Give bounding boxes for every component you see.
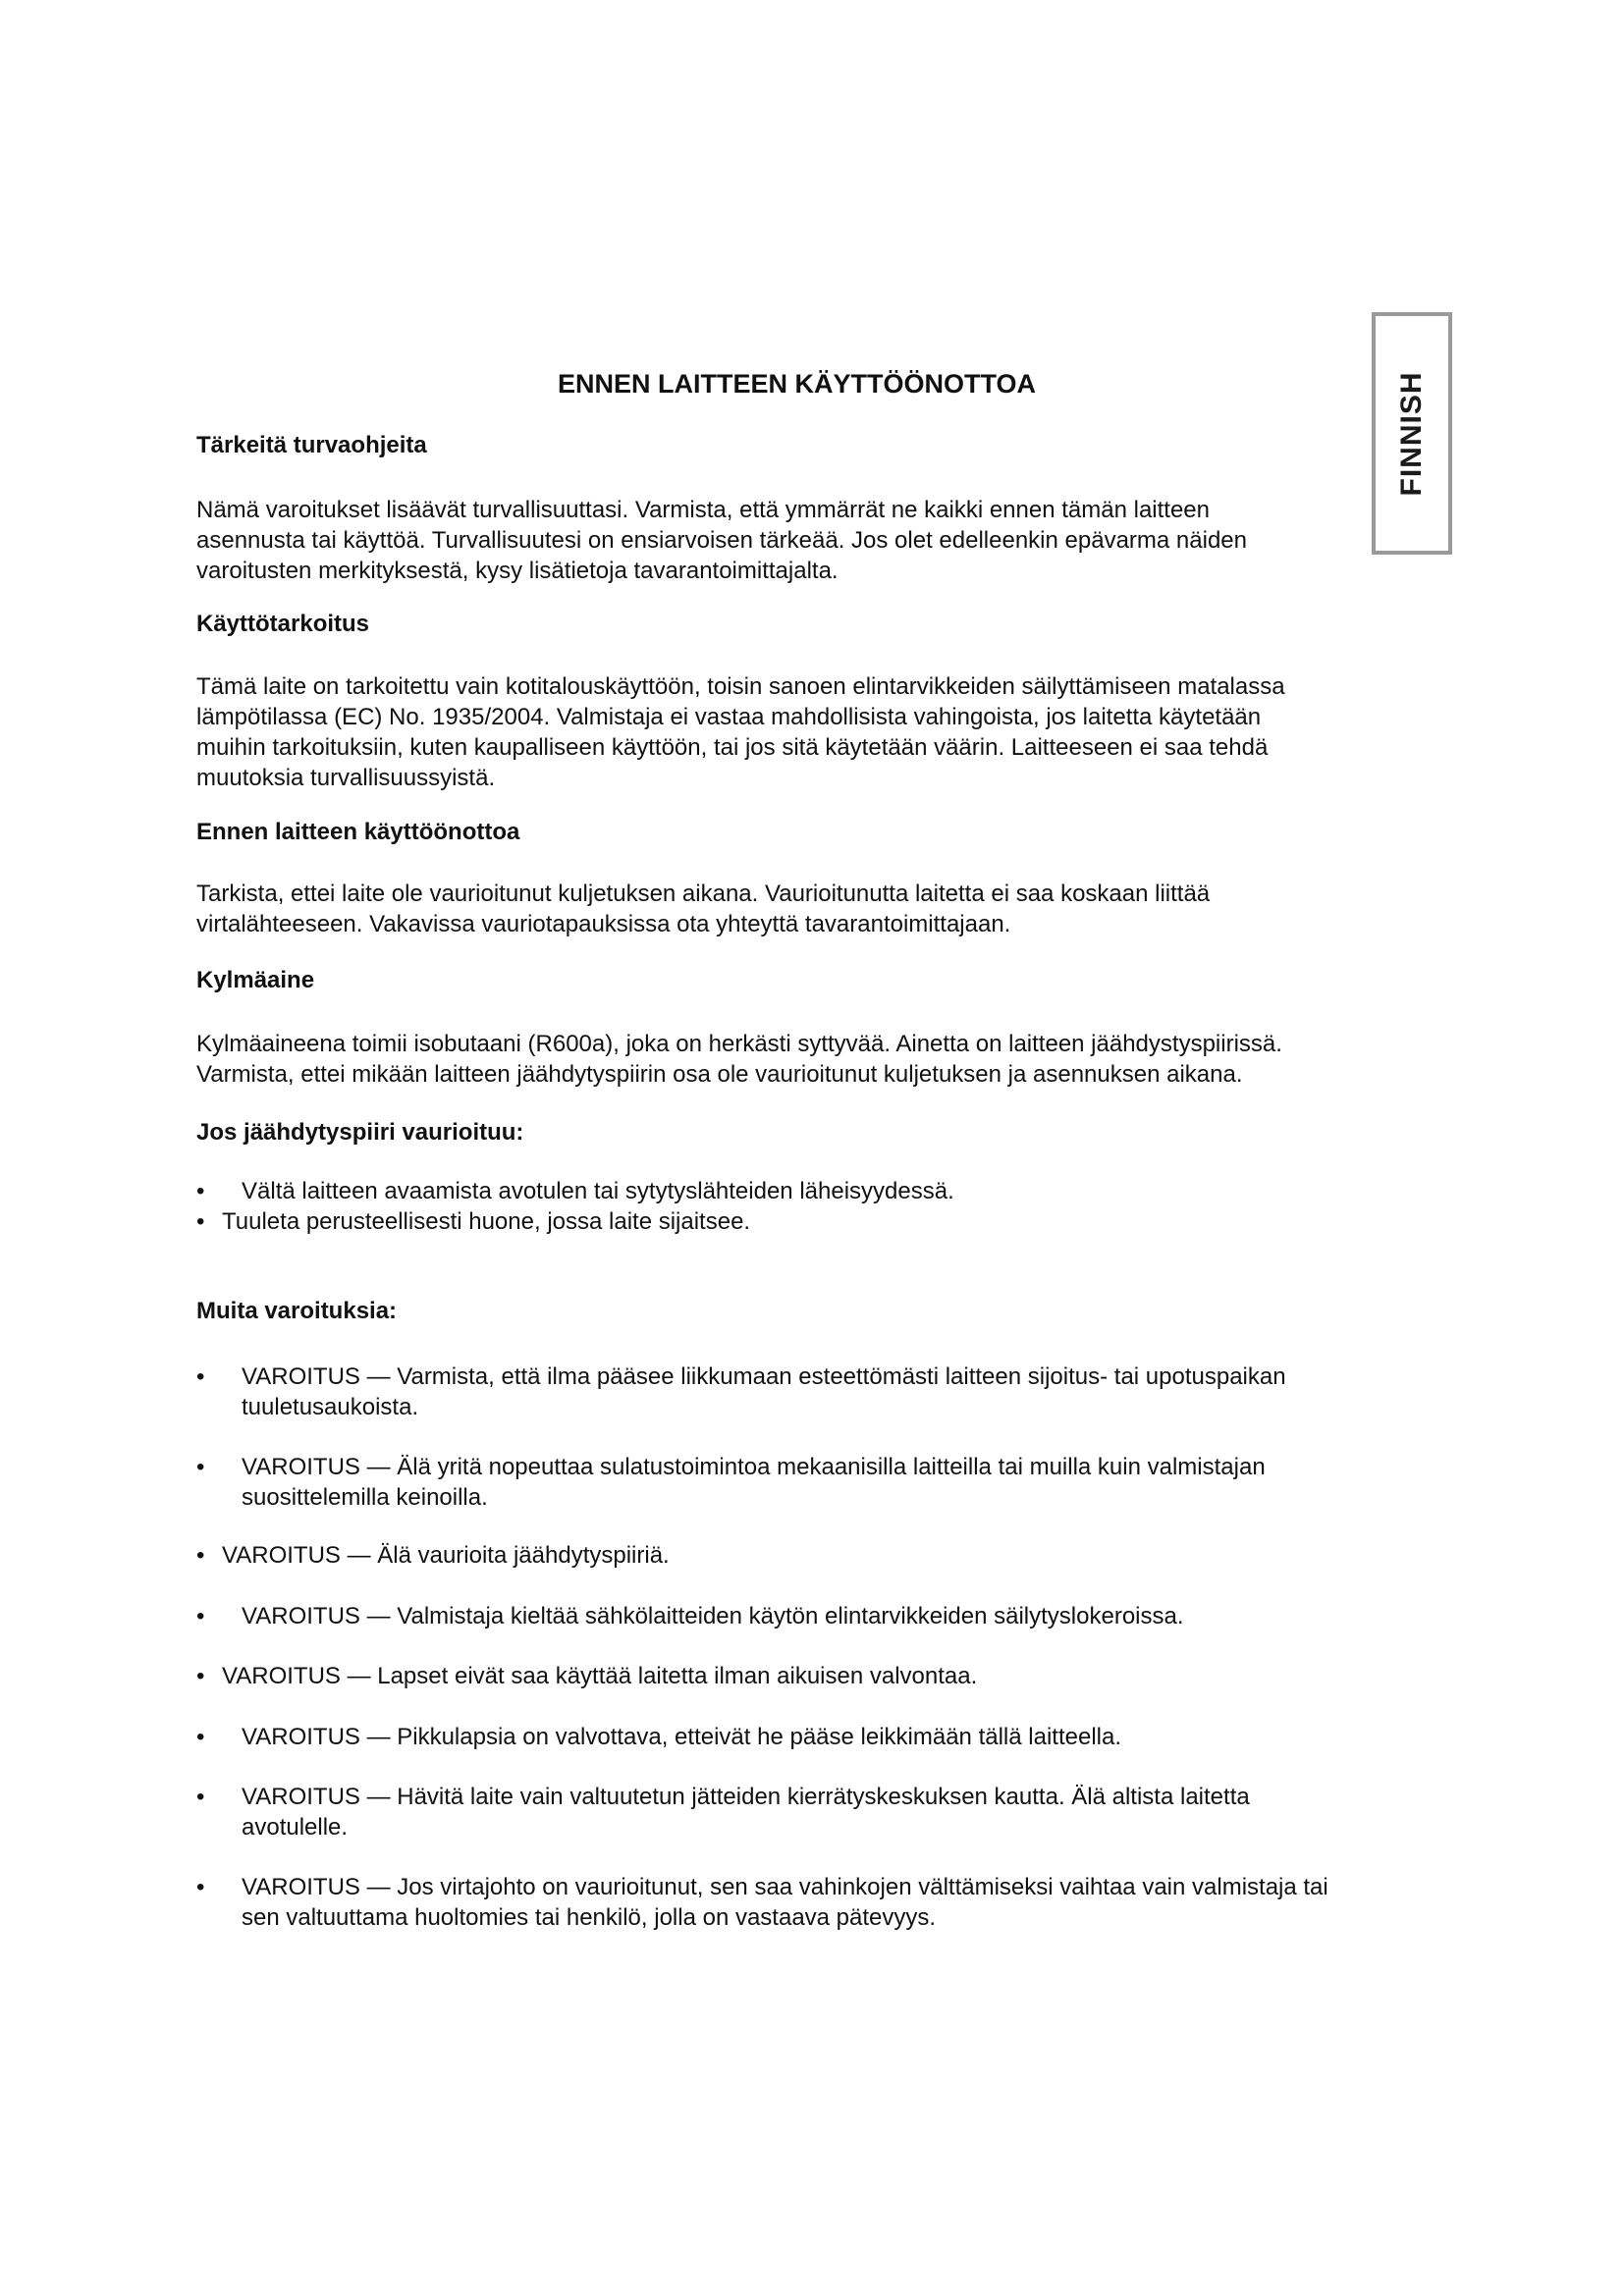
paragraph-refrigerant (196, 1029, 1443, 1090)
list-item-text: VAROITUS — Jos virtajohto on vaurioitunut, sen saa vahinkojen välttämiseksi vaihtaa vain valmistaja tai (242, 1874, 1328, 1900)
list-item (196, 1176, 1463, 1206)
paragraph-line: Varmista, ettei mikään laitteen jäähdytyspiirin osa ole vaurioitunut kuljetuksen ja asennuksen aikana. (196, 1061, 1243, 1088)
list-item-text: VAROITUS — Hävitä laite vain valtuutetun jätteiden kierrätyskeskuksen kautta. Älä altista laitetta (242, 1784, 1250, 1810)
paragraph-line: Kylmäaineena toimii isobutaani (R600a), joka on herkästi syttyvää. Ainetta on laitteen jäähdystyspiirissä. (196, 1031, 1282, 1057)
bullet-marker: • (196, 1603, 205, 1629)
paragraph-line: varoitusten merkityksestä, kysy lisätietoja tavarantoimittajalta. (196, 558, 839, 584)
section-heading-before-use: Ennen laitteen käyttöönottoa (196, 819, 520, 845)
section-heading-circuit-damage: Jos jäähdytyspiiri vaurioituu: (196, 1119, 524, 1146)
list-item-text: VAROITUS — Pikkulapsia on valvottava, etteivät he pääse leikkimään tällä laitteella. (242, 1724, 1121, 1750)
bullet-marker: • (196, 1663, 205, 1689)
list-item (196, 1782, 1463, 1842)
bullet-marker: • (196, 1542, 205, 1569)
list-item (196, 1362, 1463, 1422)
list-item-text: VAROITUS — Älä yritä nopeuttaa sulatustoimintoa mekaanisilla laitteilla tai muilla kuin valmistajan (242, 1454, 1266, 1480)
section-heading-purpose: Käyttötarkoitus (196, 611, 370, 637)
list-item-text: tuuletusaukoista. (242, 1394, 419, 1420)
section-heading-refrigerant: Kylmäaine (196, 967, 315, 993)
bullet-marker: • (196, 1454, 205, 1480)
paragraph-line: muihin tarkoituksiin, kuten kaupalliseen käyttöön, tai jos sitä käytetään väärin. Laitteeseen ei saa tehdä (196, 734, 1269, 761)
paragraph-purpose (196, 671, 1443, 793)
list-item (196, 1601, 1463, 1631)
list-item-text: VAROITUS — Lapset eivät saa käyttää laitetta ilman aikuisen valvontaa. (222, 1663, 978, 1689)
language-tab-label: FINNISH (1395, 371, 1428, 496)
paragraph-line: muutoksia turvallisuussyistä. (196, 765, 496, 791)
page-title: ENNEN LAITTEEN KÄYTTÖÖNOTTOA (558, 369, 1037, 399)
section-heading-other-warnings: Muita varoituksia: (196, 1298, 398, 1324)
list-item-text: VAROITUS — Varmista, että ilma pääsee liikkumaan esteettömästi laitteen sijoitus- tai upotuspaikan (242, 1363, 1286, 1390)
bullet-marker: • (196, 1208, 205, 1235)
list-item-text: suosittelemilla keinoilla. (242, 1484, 488, 1511)
section-heading-safety: Tärkeitä turvaohjeita (196, 432, 427, 458)
paragraph-line: lämpötilassa (EC) No. 1935/2004. Valmistaja ei vastaa mahdollisista vahingoista, jos laitetta käytetään (196, 704, 1262, 730)
list-item (196, 1206, 1463, 1237)
list-item (196, 1661, 1463, 1691)
list-item-text: sen valtuuttama huoltomies tai henkilö, jolla on vastaava pätevyys. (242, 1904, 937, 1931)
bullet-marker: • (196, 1178, 205, 1204)
paragraph-line: asennusta tai käyttöä. Turvallisuutesi on ensiarvoisen tärkeää. Jos olet edelleenkin epävarma näiden (196, 527, 1247, 554)
paragraph-line: Tarkista, ettei laite ole vaurioitunut kuljetuksen aikana. Vaurioitunutta laitetta ei saa koskaan liittää (196, 881, 1211, 907)
list-item-text: VAROITUS — Älä vaurioita jäähdytyspiiriä. (222, 1542, 670, 1569)
bullet-marker: • (196, 1784, 205, 1810)
list-item-text: VAROITUS — Valmistaja kieltää sähkölaitteiden käytön elintarvikkeiden säilytyslokeroissa. (242, 1603, 1184, 1629)
paragraph-safety (196, 495, 1443, 586)
paragraph-line: Tämä laite on tarkoitettu vain kotitalouskäyttöön, toisin sanoen elintarvikkeiden säilyttämiseen matalassa (196, 673, 1285, 700)
paragraph-before-use (196, 879, 1443, 939)
paragraph-line: Nämä varoitukset lisäävät turvallisuuttasi. Varmista, että ymmärrät ne kaikki ennen tämän laitteen (196, 497, 1210, 523)
bullet-marker: • (196, 1724, 205, 1750)
list-item-text: Vältä laitteen avaamista avotulen tai sytytyslähteiden läheisyydessä. (242, 1178, 954, 1204)
bullet-marker: • (196, 1874, 205, 1900)
list-item (196, 1872, 1463, 1933)
list-item-text: avotulelle. (242, 1814, 349, 1841)
list-item (196, 1452, 1463, 1513)
list-item-text: Tuuleta perusteellisesti huone, jossa laite sijaitsee. (222, 1208, 751, 1235)
bullet-marker: • (196, 1363, 205, 1390)
list-item (196, 1722, 1463, 1752)
paragraph-line: virtalähteeseen. Vakavissa vauriotapauksissa ota yhteyttä tavarantoimittajaan. (196, 911, 1011, 937)
list-item (196, 1540, 1463, 1571)
